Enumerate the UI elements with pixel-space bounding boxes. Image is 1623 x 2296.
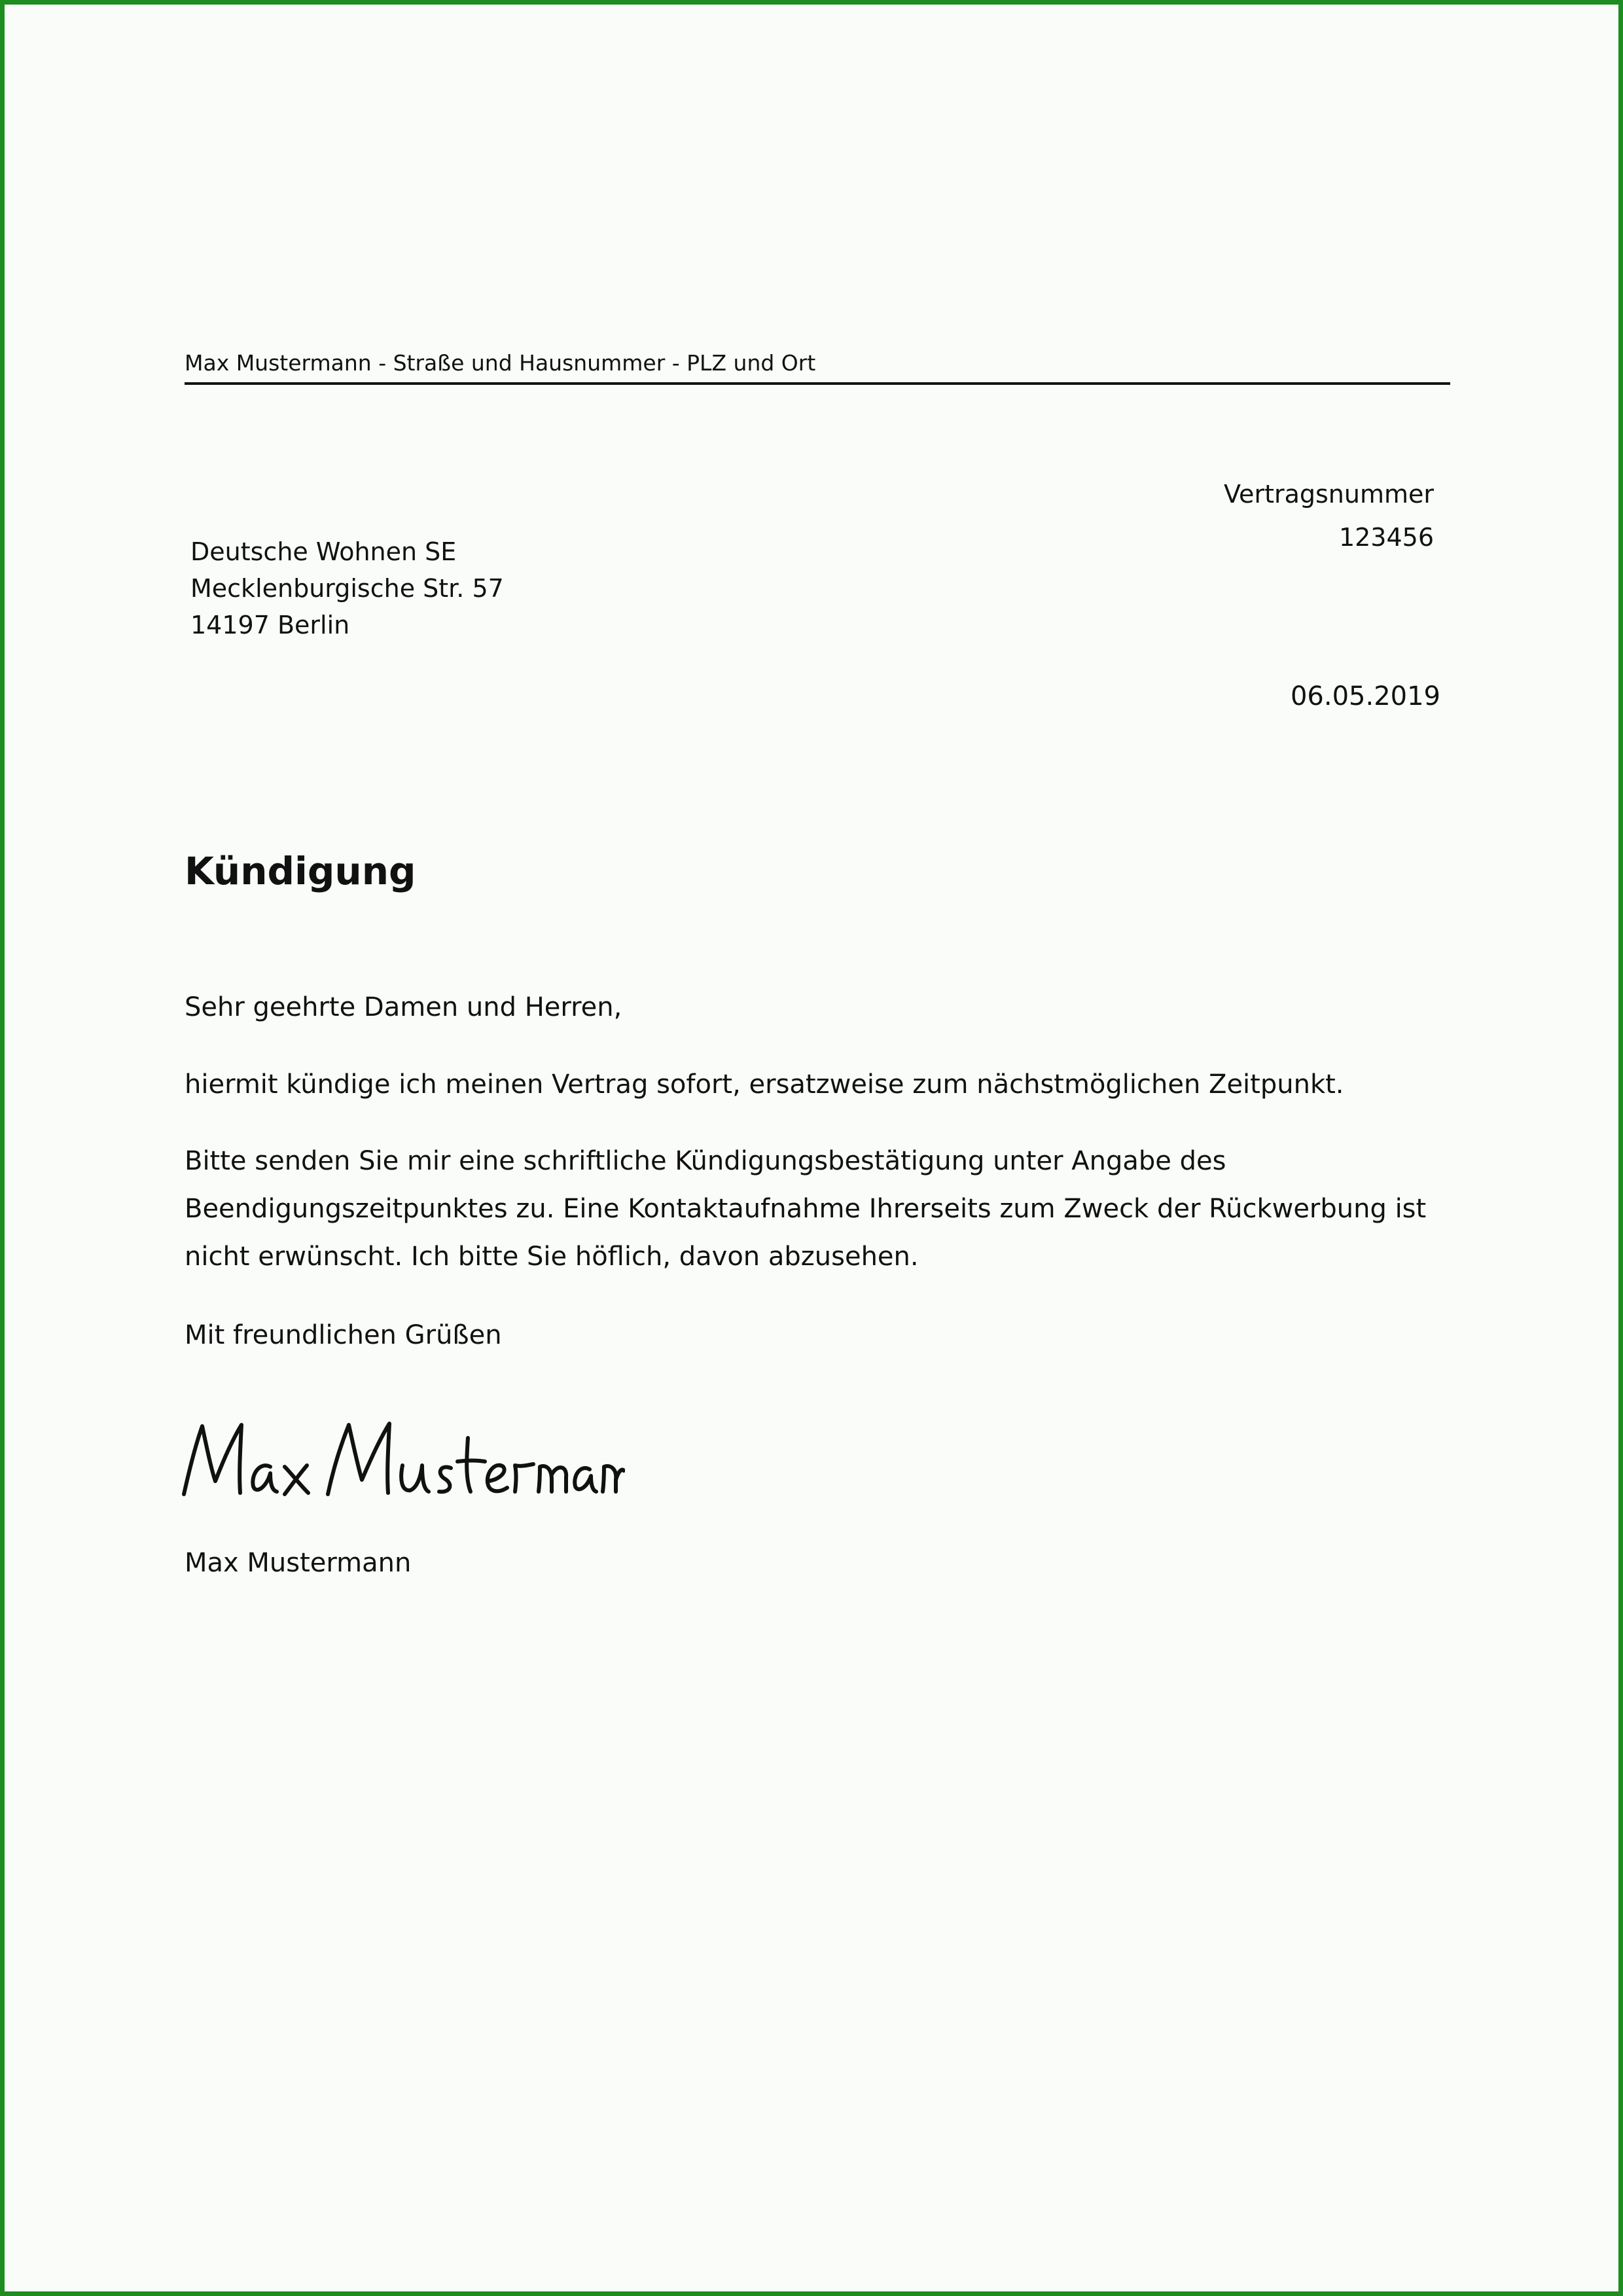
letter-subject: Kündigung — [185, 849, 416, 893]
contract-number-label: Vertragsnummer — [1224, 480, 1434, 509]
recipient-city: 14197 Berlin — [190, 611, 350, 639]
body-paragraph-2: Bitte senden Sie mir eine schriftliche Kündigungsbestätigung unter Angabe des Beendigungszeitpunktes zu. Eine Kontaktaufnahme Ihrerseits zum Zweck der Rückwerbung ist nicht erwünscht. Ich bitte Sie höflich, davon abzusehen. — [185, 1146, 1427, 1272]
contract-number-value: 123456 — [1338, 523, 1434, 552]
handwritten-signature — [180, 1418, 625, 1503]
body-paragraph-1: hiermit kündige ich meinen Vertrag sofort, ersatzweise zum nächstmöglichen Zeitpunkt. — [185, 1069, 1344, 1100]
closing: Mit freundlichen Grüßen — [185, 1320, 502, 1350]
printed-name: Max Mustermann — [185, 1548, 412, 1578]
recipient-street: Mecklenburgische Str. 57 — [190, 574, 504, 603]
sender-address-line: Max Mustermann - Straße und Hausnummer - PLZ und Ort — [185, 350, 816, 376]
salutation: Sehr geehrte Damen und Herren, — [185, 992, 622, 1022]
recipient-name: Deutsche Wohnen SE — [190, 537, 457, 566]
header-divider — [185, 382, 1450, 385]
letter-date: 06.05.2019 — [1290, 681, 1440, 711]
recipient-address — [190, 533, 504, 643]
